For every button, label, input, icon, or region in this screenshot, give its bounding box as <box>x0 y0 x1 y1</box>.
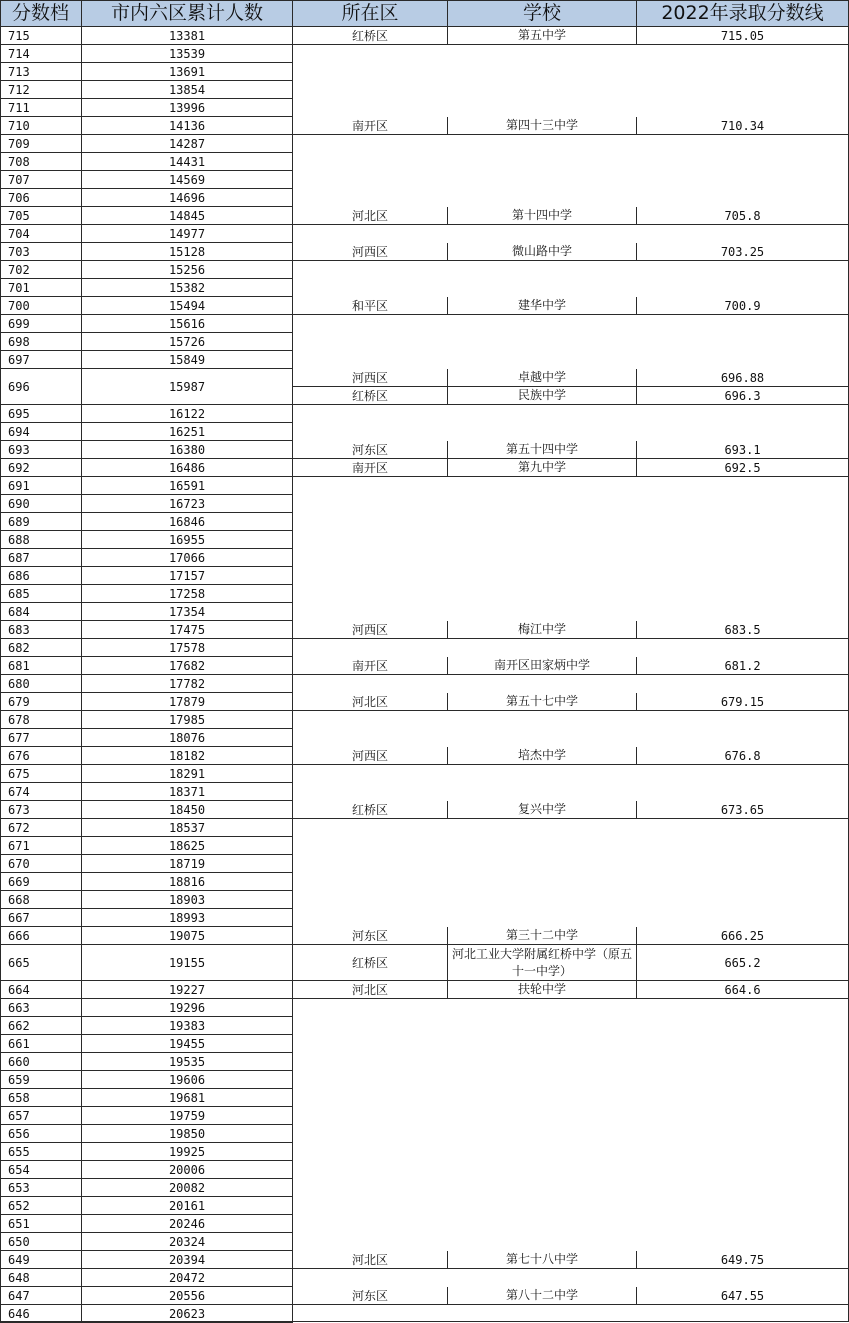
score-cell: 646 <box>0 1305 82 1323</box>
cumulative-cell: 17682 <box>82 657 293 675</box>
score-cell: 674 <box>0 783 82 801</box>
cumulative-cell: 16591 <box>82 477 293 495</box>
header-school: 学校 <box>448 0 637 27</box>
cumulative-cell: 19075 <box>82 927 293 945</box>
cumulative-cell: 17066 <box>82 549 293 567</box>
cumulative-cell: 18450 <box>82 801 293 819</box>
cumulative-cell: 14845 <box>82 207 293 225</box>
score-cell: 705 <box>0 207 82 225</box>
school-cell: 复兴中学 <box>448 801 637 819</box>
cutoff-cell: 666.25 <box>637 927 849 945</box>
score-cell: 692 <box>0 459 82 477</box>
cumulative-cell: 16122 <box>82 405 293 423</box>
district-cell: 河西区 <box>293 369 448 387</box>
score-cell: 703 <box>0 243 82 261</box>
score-cell: 673 <box>0 801 82 819</box>
cutoff-cell: 681.2 <box>637 657 849 675</box>
score-cell: 676 <box>0 747 82 765</box>
score-cell: 647 <box>0 1287 82 1305</box>
school-cell: 第五十七中学 <box>448 693 637 711</box>
district-cell: 河北区 <box>293 693 448 711</box>
score-cell: 648 <box>0 1269 82 1287</box>
score-cell: 687 <box>0 549 82 567</box>
district-cell: 南开区 <box>293 657 448 675</box>
district-cell: 河东区 <box>293 441 448 459</box>
cumulative-cell: 15494 <box>82 297 293 315</box>
cumulative-cell: 20556 <box>82 1287 293 1305</box>
score-cell: 652 <box>0 1197 82 1215</box>
school-cell: 第五十四中学 <box>448 441 637 459</box>
score-cell: 708 <box>0 153 82 171</box>
cumulative-cell: 20324 <box>82 1233 293 1251</box>
cumulative-cell: 15849 <box>82 351 293 369</box>
score-cell: 671 <box>0 837 82 855</box>
score-cell: 653 <box>0 1179 82 1197</box>
cumulative-cell: 15128 <box>82 243 293 261</box>
score-cell: 685 <box>0 585 82 603</box>
cutoff-cell: 679.15 <box>637 693 849 711</box>
cumulative-cell: 17354 <box>82 603 293 621</box>
cumulative-cell: 18816 <box>82 873 293 891</box>
score-cell: 714 <box>0 45 82 63</box>
score-cell: 667 <box>0 909 82 927</box>
cumulative-cell: 17879 <box>82 693 293 711</box>
score-cell: 666 <box>0 927 82 945</box>
cumulative-cell: 13381 <box>82 27 293 45</box>
cumulative-cell: 19681 <box>82 1089 293 1107</box>
cumulative-cell: 19296 <box>82 999 293 1017</box>
score-cell: 694 <box>0 423 82 441</box>
cutoff-cell: 700.9 <box>637 297 849 315</box>
score-cell: 655 <box>0 1143 82 1161</box>
cumulative-cell: 19925 <box>82 1143 293 1161</box>
cumulative-cell: 13539 <box>82 45 293 63</box>
district-cell: 河西区 <box>293 243 448 261</box>
cutoff-cell: 649.75 <box>637 1251 849 1269</box>
district-cell: 河东区 <box>293 927 448 945</box>
score-cell: 656 <box>0 1125 82 1143</box>
cumulative-cell: 15987 <box>82 369 293 405</box>
cumulative-cell: 17258 <box>82 585 293 603</box>
score-cell: 675 <box>0 765 82 783</box>
cumulative-cell: 16955 <box>82 531 293 549</box>
cutoff-cell: 676.8 <box>637 747 849 765</box>
cumulative-cell: 17578 <box>82 639 293 657</box>
header-cutoff: 2022年录取分数线 <box>637 0 849 27</box>
cumulative-cell: 16723 <box>82 495 293 513</box>
score-cell: 659 <box>0 1071 82 1089</box>
school-cell: 梅江中学 <box>448 621 637 639</box>
cumulative-cell: 18076 <box>82 729 293 747</box>
score-cell: 702 <box>0 261 82 279</box>
cumulative-cell: 18291 <box>82 765 293 783</box>
cumulative-cell: 17782 <box>82 675 293 693</box>
cumulative-cell: 19383 <box>82 1017 293 1035</box>
score-cell: 670 <box>0 855 82 873</box>
school-cell: 第三十二中学 <box>448 927 637 945</box>
score-cell: 690 <box>0 495 82 513</box>
score-cell: 696 <box>0 369 82 405</box>
score-cell: 649 <box>0 1251 82 1269</box>
cutoff-cell: 693.1 <box>637 441 849 459</box>
cumulative-cell: 15616 <box>82 315 293 333</box>
cutoff-cell: 673.65 <box>637 801 849 819</box>
score-cell: 701 <box>0 279 82 297</box>
school-cell: 南开区田家炳中学 <box>448 657 637 675</box>
cumulative-cell: 19606 <box>82 1071 293 1089</box>
score-cell: 684 <box>0 603 82 621</box>
score-cell: 689 <box>0 513 82 531</box>
cumulative-cell: 16380 <box>82 441 293 459</box>
cumulative-cell: 18719 <box>82 855 293 873</box>
district-cell: 红桥区 <box>293 387 448 405</box>
cutoff-cell: 715.05 <box>637 27 849 45</box>
cumulative-cell: 16846 <box>82 513 293 531</box>
score-cell: 711 <box>0 99 82 117</box>
cutoff-cell: 710.34 <box>637 117 849 135</box>
district-cell: 河西区 <box>293 747 448 765</box>
cutoff-cell: 683.5 <box>637 621 849 639</box>
cutoff-cell: 703.25 <box>637 243 849 261</box>
score-cell: 695 <box>0 405 82 423</box>
district-cell: 南开区 <box>293 459 448 477</box>
cumulative-cell: 14431 <box>82 153 293 171</box>
score-cell: 686 <box>0 567 82 585</box>
district-cell: 河北区 <box>293 207 448 225</box>
cumulative-cell: 18371 <box>82 783 293 801</box>
score-cell: 683 <box>0 621 82 639</box>
score-cell: 682 <box>0 639 82 657</box>
cumulative-cell: 15382 <box>82 279 293 297</box>
cumulative-cell: 14977 <box>82 225 293 243</box>
score-cell: 677 <box>0 729 82 747</box>
cumulative-cell: 20246 <box>82 1215 293 1233</box>
score-cell: 660 <box>0 1053 82 1071</box>
score-cell: 688 <box>0 531 82 549</box>
cumulative-cell: 13854 <box>82 81 293 99</box>
cumulative-cell: 20472 <box>82 1269 293 1287</box>
cutoff-cell: 696.88 <box>637 369 849 387</box>
cutoff-cell: 705.8 <box>637 207 849 225</box>
score-cell: 650 <box>0 1233 82 1251</box>
district-cell: 河北区 <box>293 1251 448 1269</box>
school-cell: 培杰中学 <box>448 747 637 765</box>
cumulative-cell: 17157 <box>82 567 293 585</box>
cumulative-cell: 18903 <box>82 891 293 909</box>
score-cell: 661 <box>0 1035 82 1053</box>
school-cell: 微山路中学 <box>448 243 637 261</box>
district-cell: 河北区 <box>293 981 448 999</box>
cumulative-cell: 16486 <box>82 459 293 477</box>
cumulative-cell: 19227 <box>82 981 293 999</box>
school-cell: 第五中学 <box>448 27 637 45</box>
score-cell: 707 <box>0 171 82 189</box>
score-cell: 710 <box>0 117 82 135</box>
score-cell: 697 <box>0 351 82 369</box>
cutoff-cell: 665.2 <box>637 945 849 981</box>
district-cell: 红桥区 <box>293 945 448 981</box>
cumulative-cell: 17475 <box>82 621 293 639</box>
cumulative-cell: 14136 <box>82 117 293 135</box>
header-score: 分数档 <box>0 0 82 27</box>
score-cell: 715 <box>0 27 82 45</box>
score-cell: 669 <box>0 873 82 891</box>
score-cell: 662 <box>0 1017 82 1035</box>
score-cell: 663 <box>0 999 82 1017</box>
cumulative-cell: 14569 <box>82 171 293 189</box>
cumulative-cell: 15726 <box>82 333 293 351</box>
school-cell: 第八十二中学 <box>448 1287 637 1305</box>
score-cell: 651 <box>0 1215 82 1233</box>
cutoff-cell: 696.3 <box>637 387 849 405</box>
school-cell: 第十四中学 <box>448 207 637 225</box>
cumulative-cell: 13691 <box>82 63 293 81</box>
cumulative-cell: 16251 <box>82 423 293 441</box>
score-cell: 700 <box>0 297 82 315</box>
district-cell: 河西区 <box>293 621 448 639</box>
cumulative-cell: 19455 <box>82 1035 293 1053</box>
school-cell: 河北工业大学附属红桥中学（原五十一中学） <box>448 945 637 981</box>
district-cell: 南开区 <box>293 117 448 135</box>
cumulative-cell: 19535 <box>82 1053 293 1071</box>
cumulative-cell: 17985 <box>82 711 293 729</box>
cumulative-cell: 20623 <box>82 1305 293 1323</box>
cutoff-cell: 692.5 <box>637 459 849 477</box>
cumulative-cell: 20161 <box>82 1197 293 1215</box>
cumulative-cell: 20394 <box>82 1251 293 1269</box>
score-cell: 679 <box>0 693 82 711</box>
score-cell: 672 <box>0 819 82 837</box>
cutoff-cell: 664.6 <box>637 981 849 999</box>
score-cell: 678 <box>0 711 82 729</box>
score-cell: 704 <box>0 225 82 243</box>
cumulative-cell: 19759 <box>82 1107 293 1125</box>
score-cell: 699 <box>0 315 82 333</box>
score-cell: 668 <box>0 891 82 909</box>
school-cell: 扶轮中学 <box>448 981 637 999</box>
header-cumulative: 市内六区累计人数 <box>82 0 293 27</box>
district-cell: 红桥区 <box>293 801 448 819</box>
cumulative-cell: 14696 <box>82 189 293 207</box>
cumulative-cell: 20082 <box>82 1179 293 1197</box>
score-cell: 664 <box>0 981 82 999</box>
score-cell: 713 <box>0 63 82 81</box>
school-cell: 卓越中学 <box>448 369 637 387</box>
score-cell: 691 <box>0 477 82 495</box>
score-cell: 712 <box>0 81 82 99</box>
score-cell: 693 <box>0 441 82 459</box>
school-cell: 第四十三中学 <box>448 117 637 135</box>
score-cell: 706 <box>0 189 82 207</box>
cumulative-cell: 18537 <box>82 819 293 837</box>
district-cell: 红桥区 <box>293 27 448 45</box>
school-cell: 第九中学 <box>448 459 637 477</box>
score-cell: 654 <box>0 1161 82 1179</box>
score-cell: 657 <box>0 1107 82 1125</box>
cumulative-cell: 19850 <box>82 1125 293 1143</box>
score-cell: 709 <box>0 135 82 153</box>
cumulative-cell: 15256 <box>82 261 293 279</box>
district-cell: 和平区 <box>293 297 448 315</box>
cumulative-cell: 13996 <box>82 99 293 117</box>
cumulative-cell: 19155 <box>82 945 293 981</box>
cumulative-cell: 20006 <box>82 1161 293 1179</box>
cumulative-cell: 18625 <box>82 837 293 855</box>
score-cell: 680 <box>0 675 82 693</box>
score-cell: 681 <box>0 657 82 675</box>
school-cell: 民族中学 <box>448 387 637 405</box>
cutoff-cell: 647.55 <box>637 1287 849 1305</box>
header-district: 所在区 <box>293 0 448 27</box>
school-cell: 建华中学 <box>448 297 637 315</box>
score-cell: 665 <box>0 945 82 981</box>
school-cell: 第七十八中学 <box>448 1251 637 1269</box>
score-cell: 698 <box>0 333 82 351</box>
cumulative-cell: 14287 <box>82 135 293 153</box>
district-cell: 河东区 <box>293 1287 448 1305</box>
score-cell: 658 <box>0 1089 82 1107</box>
cumulative-cell: 18182 <box>82 747 293 765</box>
cumulative-cell: 18993 <box>82 909 293 927</box>
